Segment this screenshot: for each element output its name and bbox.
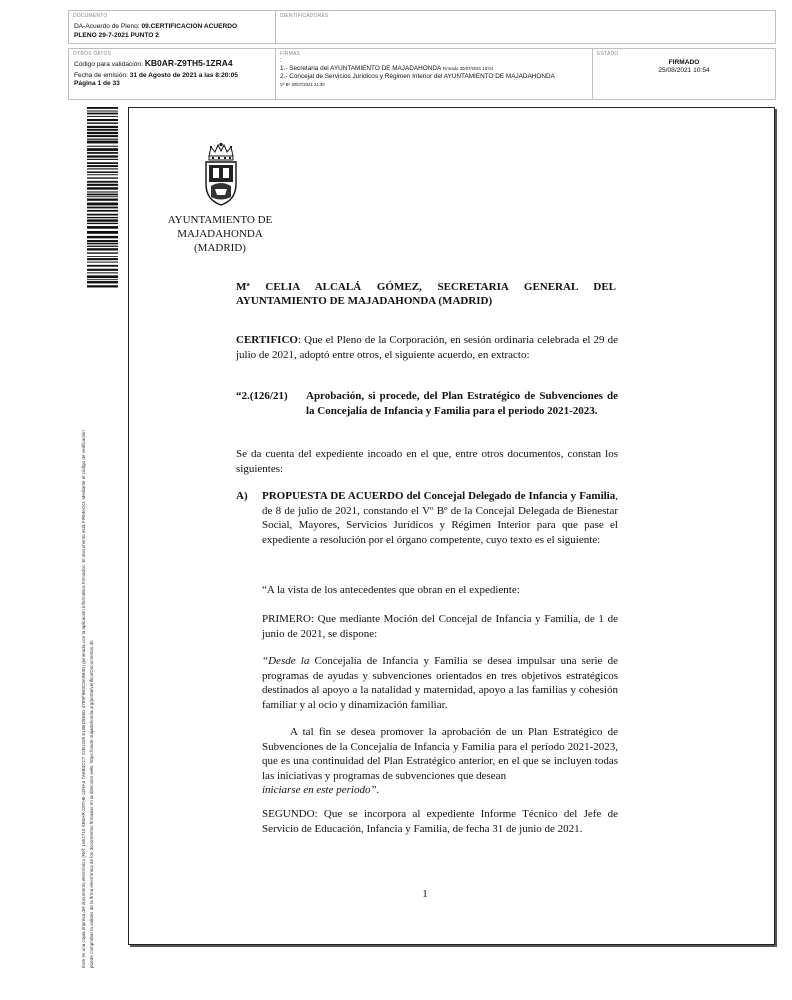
certifico-label: CERTIFICO xyxy=(236,334,298,346)
barcode-bar xyxy=(87,262,118,263)
barcode-bar xyxy=(87,135,118,137)
barcode-bar xyxy=(87,122,118,123)
barcode-bar xyxy=(87,226,118,229)
barcode-bar xyxy=(87,231,118,234)
barcode-bar xyxy=(87,159,118,160)
barcode-bar xyxy=(87,129,118,131)
fecha-value: 31 de Agosto de 2021 a las 8:20:05 xyxy=(129,72,238,79)
iniciarse-line: iniciarse en este periodo”. xyxy=(262,784,380,796)
letterhead-line-3: (MADRID) xyxy=(194,242,246,254)
barcode-bar xyxy=(87,194,118,196)
certifico-paragraph xyxy=(236,333,618,362)
se-da-cuenta-paragraph: Se da cuenta del expediente incoado en el que, entre otros documentos, constan los siguientes: xyxy=(236,448,618,475)
barcode-bar xyxy=(87,110,118,111)
barcode-bar xyxy=(87,181,118,183)
barcode-bar xyxy=(87,152,118,154)
item-number: “2.(126/21) xyxy=(236,390,288,402)
estado-date: 25/08/2021 10:54 xyxy=(658,67,710,74)
section-a-text: , de 8 de julio de 2021, constando el Vº Bº de la Concejal Delegada de Bienestar Social, Mayores, Servicios Jurídicos y Régimen Interior para que pase el expediente a resolución por el órgano competente, cuyo texto es el siguiente: xyxy=(262,490,618,546)
documento-prefix: DA-Acuerdo de Pleno: xyxy=(74,23,142,30)
barcode-bar xyxy=(87,198,118,200)
barcode-bar xyxy=(87,285,118,287)
antecedentes-paragraph: “A la vista de los antecedentes que obran en el expediente: xyxy=(262,584,520,596)
barcode-bar xyxy=(87,107,118,109)
barcode-bar xyxy=(87,146,118,147)
section-a-label: A) xyxy=(236,490,248,502)
barcode-bar xyxy=(87,119,118,121)
barcode-bar xyxy=(87,191,118,192)
barcode-bar xyxy=(87,272,118,273)
estado-box xyxy=(592,48,776,100)
barcode-bar xyxy=(87,174,118,175)
barcode-bar xyxy=(87,126,118,128)
segundo-paragraph: SEGUNDO: Que se incorpora al expediente Informe Técnico del Jefe de Servicio de Educación, Infancia y Familia, de fecha 31 de junio de 2021. xyxy=(262,808,618,835)
barcode-bar xyxy=(87,148,118,151)
codigo-value: KB0AR-Z9TH5-1ZRA4 xyxy=(144,58,233,68)
desde-la-paragraph xyxy=(262,654,618,712)
barcode-bar xyxy=(87,265,118,267)
letterhead-line-1: AYUNTAMIENTO DE xyxy=(167,214,273,226)
desde-la-text: Concejalía de Infancia y Familia se desea impulsar una serie de programas de ayudas y subvenciones orientados en tres objetivos estratégicos destinados al apoyo a la natalidad y maternidad, apoyo a las familias y cohesión familiar y al ocio y dinamización familiar. xyxy=(262,655,618,711)
page-number: 1 xyxy=(422,888,428,900)
a-tal-fin-paragraph: A tal fin se desea promover la aprobación de un Plan Estratégico de Subvenciones de la Concejalía de Infancia y Familia para el período 2021-2023, que es una continuidad del Plan Estratégico anterior, en el que se incluyen todas las iniciativas y programas de subvenciones que desean xyxy=(262,726,618,782)
barcode-bar xyxy=(87,196,118,197)
codigo-validacion xyxy=(74,59,274,70)
barcode-bar xyxy=(87,217,118,218)
codigo-label: Código para validación: xyxy=(74,61,145,68)
documento-title xyxy=(74,23,274,40)
section-a-bold: PROPUESTA DE ACUERDO del Concejal Delegado de Infancia y Familia xyxy=(262,490,616,502)
barcode-bar xyxy=(87,113,118,115)
firmas-bullet: : xyxy=(280,58,282,64)
documento-caption: DOCUMENTO xyxy=(73,13,108,19)
firmas-caption: FIRMAS xyxy=(280,51,301,57)
barcode-bar xyxy=(87,246,118,247)
fecha-label: Fecha de emisión: xyxy=(74,72,130,79)
item-title: Aprobación, si procede, del Plan Estratégico de Subvenciones de la Concejalía de Infancia y Familia para el periodo 2021-2023. xyxy=(306,390,618,417)
barcode-image xyxy=(87,107,118,289)
estado-caption: ESTADO xyxy=(597,51,619,57)
barcode-bar xyxy=(87,275,118,278)
verification-vertical-text-2: puede comprobar la validez de la firma electrónica de los documentos firmados en la dirección web: https://sede.majadahonda.org/portal/verificarDocumentos.do xyxy=(89,640,94,968)
verification-vertical-text-1: Este es una copia impresa del documento electrónico (Ref: 1651710 KB0AR-Z9TH5-1ZRA4 7A6B3CC7 22B1209 E1B6D9E8D 4769F9B3C9A9B4D) generada con la aplicación informática Firmadoc. El documento está FIRMADO. Mediante el código de verificación xyxy=(81,430,86,968)
barcode-bar xyxy=(87,207,118,209)
barcode-bar xyxy=(87,248,118,250)
pagina-indicator xyxy=(74,80,274,89)
barcode-bar xyxy=(87,214,118,216)
barcode-bar xyxy=(87,223,118,224)
certifico-text: : Que el Pleno de la Corporación, en sesión ordinaria celebrada el 29 de julio de 2021, adoptó entre otros, el siguiente acuerdo, en extracto: xyxy=(236,334,618,361)
firma-1-text: 1.- Secretaria del AYUNTAMIENTO DE MAJADAHONDA xyxy=(280,65,441,72)
barcode-bar xyxy=(87,177,118,178)
barcode-bar xyxy=(87,256,118,257)
barcode-bar xyxy=(87,203,118,206)
barcode-bar xyxy=(87,210,118,212)
primero-paragraph: PRIMERO: Que mediante Moción del Concejal de Infancia y Familia, de 1 de junio de 2021, se dispone: xyxy=(262,613,618,640)
barcode-bar xyxy=(87,252,118,253)
estado-status-text: FIRMADO xyxy=(668,59,700,66)
firma-2-note: Vº Bº 30/07/2021 21:30 xyxy=(280,82,325,87)
identificadores-caption: IDENTIFICADORES xyxy=(280,13,329,19)
firmas-box xyxy=(275,48,593,100)
heading-line-1: Mª CELIA ALCALÁ GÓMEZ, SECRETARIA GENERAL DEL xyxy=(236,281,616,293)
pagina-value: Página 1 de 33 xyxy=(74,80,120,87)
barcode-bar xyxy=(87,240,118,242)
barcode-bar xyxy=(87,168,118,169)
barcode-bar xyxy=(87,116,118,117)
barcode-bar xyxy=(87,269,118,271)
firma-1-date: Firmado 30/07/2021 10:04 xyxy=(442,66,494,71)
otros-datos-box xyxy=(68,48,276,100)
heading-line-2: AYUNTAMIENTO DE MAJADAHONDA (MADRID) xyxy=(236,295,493,307)
barcode-bar xyxy=(87,219,118,221)
barcode-bar xyxy=(87,243,118,245)
letterhead-line-2: MAJADAHONDA xyxy=(177,228,263,240)
crest-logo xyxy=(203,142,239,207)
barcode-bar xyxy=(87,281,118,283)
barcode-bar xyxy=(87,162,118,164)
barcode-bar xyxy=(87,187,118,189)
barcode-bar xyxy=(87,132,118,134)
barcode-bar xyxy=(87,171,118,173)
barcode-bar xyxy=(87,279,118,280)
otros-datos-caption: OTROS DATOS xyxy=(73,51,112,57)
barcode-bar xyxy=(87,155,118,157)
barcode-bar xyxy=(87,236,118,238)
documento-line2: PLENO 29-7-2021 PUNTO 2 xyxy=(74,31,159,39)
barcode-bar xyxy=(87,165,118,167)
barcode-bar xyxy=(87,184,118,186)
documento-title-bold: 09.CERTIFICACION ACUERDO xyxy=(141,23,238,30)
barcode-bar xyxy=(87,258,118,260)
barcode-bar xyxy=(87,139,118,140)
section-a-paragraph xyxy=(262,489,618,547)
barcode-bar xyxy=(87,141,118,144)
identificadores-box xyxy=(275,10,776,44)
firma-2: 2.- Concejal de Servicios Jurídicos y Régimen Interior del AYUNTAMIENTO DE MAJADAHONDA xyxy=(280,73,555,80)
desde-la-italic: “Desde la xyxy=(262,655,310,667)
documento-box xyxy=(68,10,276,44)
